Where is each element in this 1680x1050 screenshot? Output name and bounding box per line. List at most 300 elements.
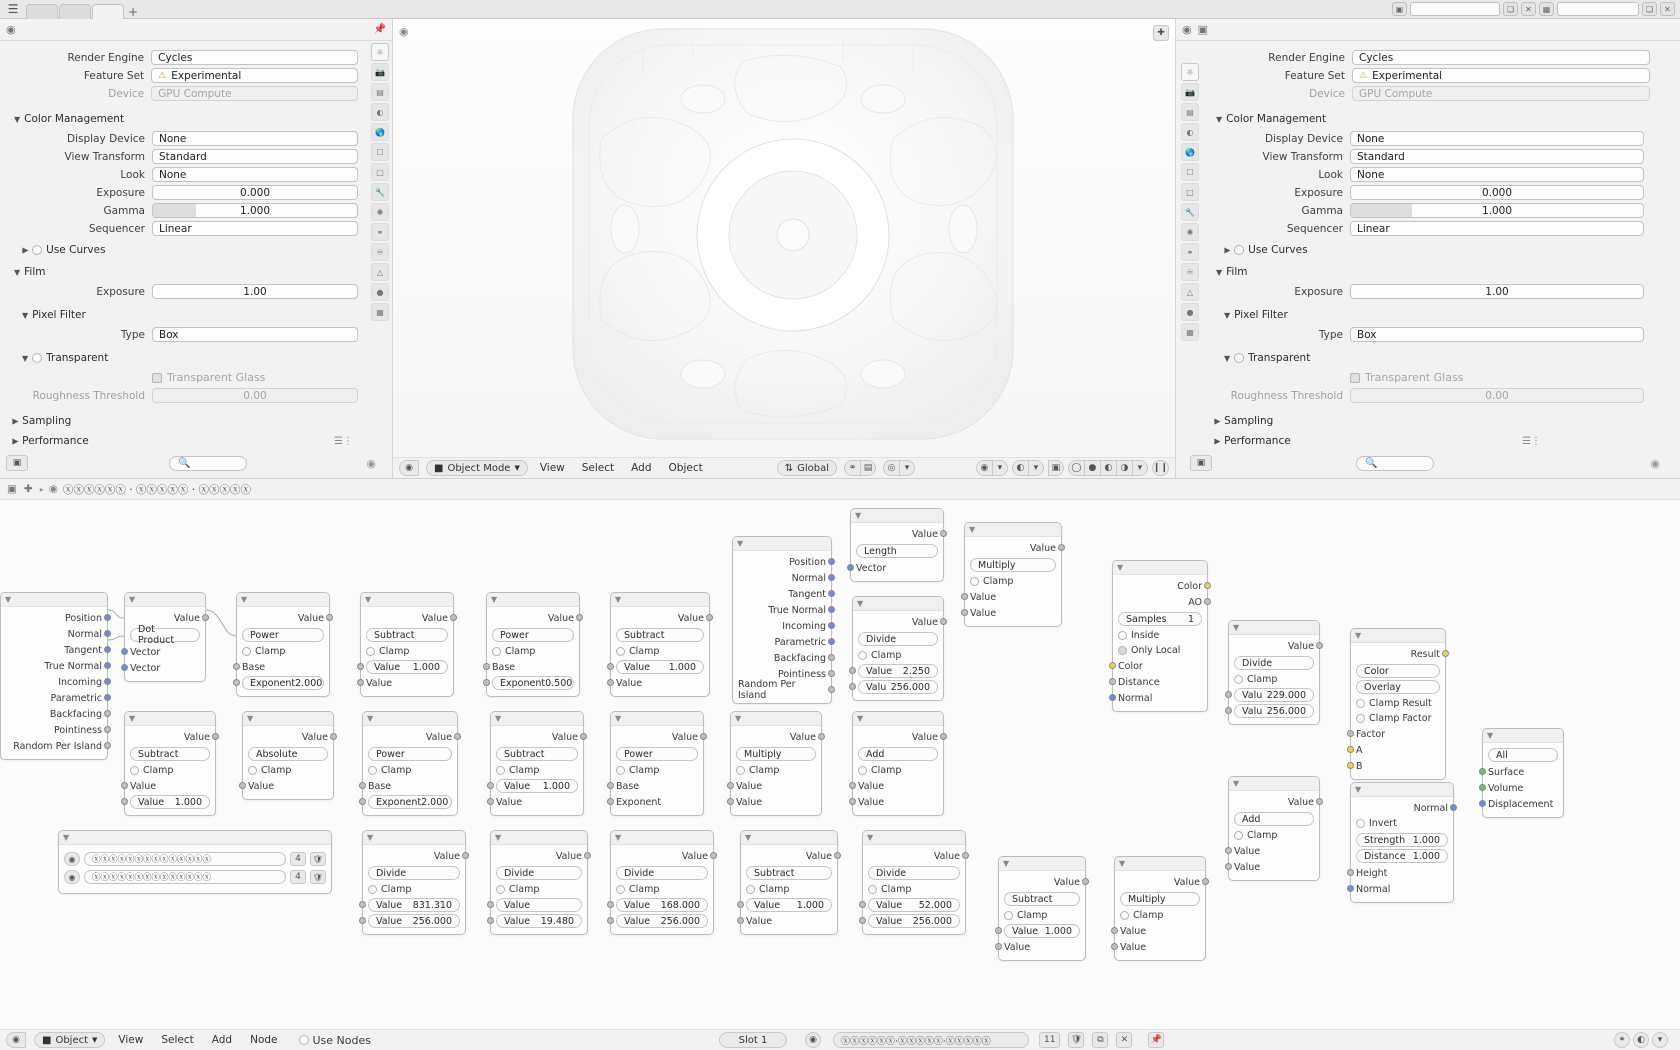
pin-icon[interactable]: 📌	[373, 24, 386, 35]
node-input[interactable]	[130, 778, 210, 794]
tab-object-icon[interactable]: □	[371, 163, 389, 181]
x-icon[interactable]: ✕	[1116, 1032, 1132, 1048]
socket-dot[interactable]	[104, 742, 111, 749]
socket-dot[interactable]	[104, 646, 111, 653]
node-header[interactable]	[965, 523, 1061, 537]
tab-texture-icon[interactable]: ▦	[371, 303, 389, 321]
material-name-field[interactable]	[833, 1032, 1029, 1048]
socket-dot[interactable]	[483, 663, 490, 670]
socket-value-field[interactable]	[130, 795, 210, 809]
image-name-field[interactable]: ⓧⓧⓧⓧⓧⓧⓧⓧⓧⓧⓧⓧⓧⓧ	[84, 852, 286, 866]
film-section[interactable]	[14, 263, 358, 281]
node-input[interactable]	[1118, 658, 1202, 674]
node-output[interactable]	[6, 722, 102, 738]
node-input[interactable]	[970, 605, 1056, 621]
node-mult2[interactable]	[730, 711, 822, 816]
checkbox-mark[interactable]	[1120, 911, 1129, 920]
gamma-slider[interactable]: 1.000	[1350, 203, 1644, 218]
use-curves-section[interactable]	[1224, 241, 1666, 259]
node-output[interactable]	[1118, 578, 1202, 594]
node-length[interactable]	[850, 508, 944, 582]
node-checkbox[interactable]	[368, 763, 452, 778]
checkbox-mark[interactable]	[1234, 675, 1243, 684]
node-checkbox[interactable]	[496, 882, 582, 897]
socket-value-field[interactable]	[1004, 924, 1080, 938]
node-output[interactable]	[736, 729, 816, 745]
socket-dot[interactable]	[1347, 869, 1354, 876]
node-input[interactable]	[1234, 687, 1314, 703]
shading-dropdown-icon[interactable]: ▾	[1132, 460, 1148, 476]
node-input[interactable]	[736, 794, 816, 810]
node-sub2[interactable]	[610, 592, 710, 697]
node-input[interactable]	[368, 778, 452, 794]
node-input[interactable]	[496, 794, 578, 810]
node-header[interactable]	[741, 831, 837, 845]
menu-add[interactable]: Add	[631, 462, 652, 474]
gamma-slider[interactable]: 1.000	[152, 203, 358, 218]
node-dropdown[interactable]: Absolute	[248, 747, 328, 761]
socket-dot[interactable]	[359, 798, 366, 805]
viewport-editor-type-icon[interactable]: ◉	[399, 25, 409, 38]
node-output[interactable]	[738, 679, 826, 701]
node-header[interactable]	[59, 831, 331, 845]
node-output[interactable]	[496, 848, 582, 864]
socket-value-field[interactable]	[1234, 704, 1314, 718]
node-header[interactable]	[733, 537, 831, 551]
menu-select[interactable]: Select	[161, 1034, 194, 1046]
node-value-field[interactable]	[1356, 849, 1448, 863]
remove-viewlayer-icon[interactable]: ✕	[1660, 2, 1675, 16]
snap-dropdown-icon[interactable]: ▤	[860, 460, 876, 476]
collapse-icon[interactable]: ▼	[491, 595, 498, 604]
exposure-slider[interactable]: 0.000	[1350, 185, 1644, 200]
node-output[interactable]	[1234, 638, 1314, 654]
node-dropdown[interactable]: Divide	[858, 632, 938, 646]
socket-dot[interactable]	[487, 798, 494, 805]
snap-icon[interactable]: ⚭	[1614, 1032, 1630, 1048]
node-sub3[interactable]	[124, 711, 216, 816]
node-input[interactable]	[368, 897, 460, 913]
socket-dot[interactable]	[1479, 768, 1486, 775]
node-add2[interactable]	[1228, 776, 1320, 881]
render-engine-dropdown[interactable]: Cycles	[151, 50, 358, 65]
socket-dot[interactable]	[357, 679, 364, 686]
socket-value-field[interactable]	[242, 676, 324, 690]
menu-object[interactable]: Object	[668, 462, 703, 474]
menu-select[interactable]: Select	[581, 462, 615, 474]
socket-value-field[interactable]	[368, 898, 460, 912]
node-input[interactable]	[366, 675, 448, 691]
sequencer-dropdown[interactable]: Linear	[1350, 221, 1644, 236]
node-header[interactable]	[1483, 729, 1563, 743]
checkbox-mark[interactable]	[1118, 646, 1127, 655]
collapse-icon[interactable]: ▼	[855, 511, 862, 520]
node-geom1[interactable]	[0, 592, 108, 760]
node-output[interactable]	[368, 729, 452, 745]
node-output[interactable]	[858, 614, 938, 630]
socket-dot[interactable]	[710, 852, 717, 859]
node-abs1[interactable]	[242, 711, 334, 800]
socket-dot[interactable]	[818, 733, 825, 740]
node-output[interactable]	[1234, 794, 1314, 810]
node-input[interactable]	[858, 663, 938, 679]
node-header[interactable]	[363, 831, 465, 845]
search-input[interactable]	[1356, 456, 1434, 471]
node-input[interactable]	[856, 560, 938, 576]
checkbox-mark[interactable]	[248, 766, 257, 775]
node-input[interactable]	[1118, 690, 1202, 706]
collapse-icon[interactable]: ▼	[867, 833, 874, 842]
overlays-dropdown-icon[interactable]: ▾	[1028, 460, 1044, 476]
node-checkbox[interactable]	[616, 644, 704, 659]
use-curves-checkbox[interactable]	[32, 245, 42, 255]
pin-icon[interactable]: 📌	[1148, 1032, 1164, 1048]
node-header[interactable]	[853, 712, 943, 726]
transparent-checkbox[interactable]	[32, 353, 42, 363]
socket-dot[interactable]	[487, 782, 494, 789]
tab-viewlayer-icon[interactable]: ▤	[371, 83, 389, 101]
collapse-icon[interactable]: ▼	[1355, 785, 1362, 794]
node-output[interactable]	[1120, 874, 1200, 890]
socket-dot[interactable]	[727, 782, 734, 789]
tab-world-icon[interactable]: 🌎	[371, 123, 389, 141]
node-checkbox[interactable]	[1234, 672, 1314, 687]
node-input[interactable]	[1356, 726, 1440, 742]
film-section[interactable]	[1216, 263, 1666, 281]
tab-output-icon[interactable]: 📷	[371, 63, 389, 81]
tab-output-icon[interactable]: 📷	[1181, 83, 1199, 101]
menu-view[interactable]: View	[539, 462, 565, 474]
node-input[interactable]	[858, 679, 938, 695]
node-output[interactable]	[738, 570, 826, 586]
tab-material-icon[interactable]: ●	[1181, 303, 1199, 321]
node-output[interactable]	[1118, 594, 1202, 610]
node-input[interactable]	[1356, 881, 1448, 897]
node-dropdown[interactable]: Subtract	[366, 628, 448, 642]
node-input[interactable]	[616, 794, 698, 810]
show-gizmo-icon[interactable]: ◉	[976, 460, 992, 476]
device-dropdown[interactable]: GPU Compute	[1352, 86, 1650, 101]
collapse-icon[interactable]: ▼	[857, 714, 864, 723]
socket-dot[interactable]	[1316, 642, 1323, 649]
use-nodes-checkbox[interactable]	[299, 1035, 309, 1045]
collapse-icon[interactable]: ▼	[1355, 631, 1362, 640]
collapse-icon[interactable]: ▼	[1233, 623, 1240, 632]
collapse-icon[interactable]: ▼	[1117, 563, 1124, 572]
node-output[interactable]	[492, 610, 574, 626]
checkbox-mark[interactable]	[242, 647, 251, 656]
collapse-icon[interactable]: ▼	[1003, 859, 1010, 868]
tab-texture-icon[interactable]: ▦	[1181, 323, 1199, 341]
node-input[interactable]	[1234, 843, 1314, 859]
viewport-3d[interactable]	[392, 19, 1176, 478]
tab-material-icon[interactable]: ●	[371, 283, 389, 301]
socket-dot[interactable]	[326, 614, 333, 621]
browse-image-icon[interactable]: ◉	[64, 852, 80, 866]
solid-icon[interactable]: ●	[1084, 460, 1100, 476]
socket-value-field[interactable]	[616, 660, 704, 674]
fake-user-icon[interactable]: 🛡	[1068, 1032, 1084, 1048]
tab-particles-icon[interactable]: ✺	[371, 203, 389, 221]
node-input[interactable]	[492, 675, 574, 691]
add-workspace-button[interactable]: +	[127, 4, 139, 19]
node-header[interactable]	[125, 712, 215, 726]
socket-dot[interactable]	[961, 593, 968, 600]
node-input[interactable]	[492, 659, 574, 675]
node-sub4[interactable]	[490, 711, 584, 816]
node-header[interactable]	[363, 712, 457, 726]
node-dropdown[interactable]: Multiply	[970, 558, 1056, 572]
socket-value-field[interactable]	[366, 660, 448, 674]
node-output[interactable]	[616, 848, 708, 864]
node-header[interactable]	[243, 712, 333, 726]
node-dropdown[interactable]: Divide	[868, 866, 960, 880]
socket-dot[interactable]	[1109, 678, 1116, 685]
socket-dot[interactable]	[1442, 650, 1449, 657]
checkbox-mark[interactable]	[130, 766, 139, 775]
node-checkbox[interactable]	[1118, 628, 1202, 643]
transparent-glass-checkbox[interactable]	[1350, 373, 1360, 383]
viewport-axis-gizmo-icon[interactable]: ✚	[1153, 25, 1169, 41]
shader-type-dropdown[interactable]: ■ Object ▼	[34, 1032, 105, 1048]
editor-type-icon[interactable]: ◉	[6, 1032, 26, 1048]
checkbox-mark[interactable]	[616, 766, 625, 775]
collapse-icon[interactable]: ▼	[5, 595, 12, 604]
use-curves-checkbox[interactable]	[1234, 245, 1244, 255]
editor-type-icon[interactable]: ▣	[7, 483, 17, 495]
tab-scene-icon[interactable]: ◐	[1181, 123, 1199, 141]
node-div4[interactable]	[490, 830, 588, 935]
node-header[interactable]	[999, 857, 1085, 871]
node-output[interactable]	[6, 706, 102, 722]
socket-dot[interactable]	[121, 782, 128, 789]
render-engine-dropdown[interactable]: Cycles	[1352, 50, 1650, 65]
node-dropdown[interactable]: Dot Product	[130, 628, 200, 642]
color-management-section[interactable]	[14, 110, 358, 128]
list-options-icon[interactable]: ☰⋮	[334, 435, 353, 447]
socket-dot[interactable]	[487, 901, 494, 908]
socket-dot[interactable]	[961, 609, 968, 616]
node-output[interactable]	[6, 626, 102, 642]
node-output[interactable]	[970, 540, 1056, 556]
node-output[interactable]	[1356, 800, 1448, 816]
node-input[interactable]	[1120, 939, 1200, 955]
magnet-icon[interactable]: ⚭	[844, 460, 860, 476]
socket-value-field[interactable]	[746, 898, 832, 912]
node-input[interactable]	[868, 913, 960, 929]
browse-icon[interactable]: ▣	[1197, 23, 1209, 36]
rendered-icon[interactable]: ◑	[1116, 460, 1132, 476]
node-header[interactable]	[1229, 777, 1319, 791]
tab-render-icon[interactable]: ☼	[371, 43, 389, 61]
socket-value-field[interactable]	[492, 676, 574, 690]
node-input[interactable]	[970, 589, 1056, 605]
socket-dot[interactable]	[450, 614, 457, 621]
node-header[interactable]	[863, 831, 965, 845]
collapse-icon[interactable]: ▼	[857, 599, 864, 608]
viewport-canvas[interactable]	[393, 19, 1175, 478]
socket-dot[interactable]	[359, 782, 366, 789]
checkbox-mark[interactable]	[970, 577, 979, 586]
socket-dot[interactable]	[727, 798, 734, 805]
collapse-icon[interactable]: ▼	[1119, 859, 1126, 868]
node-header[interactable]	[491, 831, 587, 845]
node-checkbox[interactable]	[1004, 908, 1080, 923]
feature-set-dropdown[interactable]: ⚠ Experimental	[151, 68, 358, 83]
socket-dot[interactable]	[121, 664, 128, 671]
node-dropdown[interactable]: Power	[616, 747, 698, 761]
socket-dot[interactable]	[607, 663, 614, 670]
checkbox-mark[interactable]	[746, 885, 755, 894]
collapse-icon[interactable]: ▼	[737, 539, 744, 548]
collapse-icon[interactable]: ▼	[615, 714, 622, 723]
node-output[interactable]	[366, 610, 448, 626]
socket-dot[interactable]	[607, 679, 614, 686]
sampling-section[interactable]	[1214, 412, 1666, 430]
tab-world-icon[interactable]: 🌎	[1181, 143, 1199, 161]
node-output[interactable]	[242, 610, 324, 626]
workspace-tab[interactable]	[26, 4, 58, 19]
node-output[interactable]	[616, 729, 698, 745]
tab-constraints-icon[interactable]: ♾	[371, 243, 389, 261]
socket-dot[interactable]	[737, 917, 744, 924]
new-viewlayer-icon[interactable]: ❏	[1642, 2, 1657, 16]
view-transform-dropdown[interactable]: Standard	[1350, 149, 1644, 164]
node-bump[interactable]	[1350, 782, 1454, 903]
checkbox-mark[interactable]	[1118, 631, 1127, 640]
film-exposure-slider[interactable]: 1.00	[1350, 284, 1644, 299]
node-output[interactable]	[6, 642, 102, 658]
socket-dot[interactable]	[104, 678, 111, 685]
node-input[interactable]	[368, 913, 460, 929]
editor-type-icon[interactable]: ◉	[6, 23, 16, 36]
node-add1[interactable]	[852, 711, 944, 816]
checkbox-mark[interactable]	[1356, 699, 1365, 708]
socket-dot[interactable]	[607, 782, 614, 789]
transparent-section[interactable]	[22, 349, 358, 367]
proportional-edit-icon[interactable]: ◎	[883, 460, 899, 476]
image-users-count[interactable]: 4	[290, 870, 306, 884]
node-output[interactable]	[6, 674, 102, 690]
scene-icon[interactable]: ▣	[1392, 2, 1407, 16]
socket-value-field[interactable]	[496, 914, 582, 928]
use-curves-section[interactable]	[22, 241, 358, 259]
tab-modifier-icon[interactable]: 🔧	[1181, 203, 1199, 221]
socket-dot[interactable]	[828, 574, 835, 581]
new-scene-icon[interactable]: ❏	[1503, 2, 1518, 16]
socket-dot[interactable]	[940, 618, 947, 625]
socket-dot[interactable]	[828, 686, 835, 693]
node-div6[interactable]	[862, 830, 966, 935]
node-input[interactable]	[242, 675, 324, 691]
options-icon[interactable]: ◉	[1650, 456, 1660, 470]
node-sub5[interactable]	[740, 830, 838, 935]
roughness-threshold-slider[interactable]: 0.00	[1350, 388, 1644, 403]
node-header[interactable]	[491, 712, 583, 726]
node-dropdown[interactable]: Divide	[616, 866, 708, 880]
socket-dot[interactable]	[1479, 784, 1486, 791]
checkbox-mark[interactable]	[496, 766, 505, 775]
node-dropdown[interactable]: Subtract	[1004, 892, 1080, 906]
node-input[interactable]	[858, 778, 938, 794]
node-dropdown[interactable]: Multiply	[736, 747, 816, 761]
options-icon[interactable]: ◉	[366, 456, 376, 470]
image-datablock-row[interactable]	[64, 870, 326, 884]
node-div1[interactable]	[852, 596, 944, 701]
socket-dot[interactable]	[828, 606, 835, 613]
image-name-field[interactable]: ⓧⓧⓧⓧⓧⓧⓧⓧⓧⓧⓧⓧⓧⓧ	[84, 870, 286, 884]
use-nodes-toggle[interactable]	[299, 1034, 372, 1047]
node-header[interactable]	[611, 712, 703, 726]
transform-orientation-dropdown[interactable]	[777, 460, 837, 476]
node-input[interactable]	[496, 778, 578, 794]
overlays-icon[interactable]: ◐	[1012, 460, 1028, 476]
socket-dot[interactable]	[212, 733, 219, 740]
node-power2[interactable]	[486, 592, 580, 697]
node-geom2[interactable]	[732, 536, 832, 704]
node-output[interactable]	[368, 848, 460, 864]
transparent-section[interactable]	[1224, 349, 1666, 367]
collapse-icon[interactable]: ▼	[129, 595, 136, 604]
node-header[interactable]	[731, 712, 821, 726]
node-input[interactable]	[1356, 742, 1440, 758]
node-input[interactable]	[248, 778, 328, 794]
node-power4[interactable]	[610, 711, 704, 816]
node-dot[interactable]	[124, 592, 206, 682]
socket-dot[interactable]	[1347, 746, 1354, 753]
node-output[interactable]	[1004, 874, 1080, 890]
collapse-icon[interactable]: ▼	[745, 833, 752, 842]
workspace-tab[interactable]	[92, 4, 124, 19]
tab-render-icon[interactable]: ☼	[1181, 63, 1199, 81]
node-outsel[interactable]	[1482, 728, 1564, 818]
socket-dot[interactable]	[1316, 798, 1323, 805]
node-input[interactable]	[1120, 923, 1200, 939]
node-output[interactable]	[738, 554, 826, 570]
socket-dot[interactable]	[104, 710, 111, 717]
node-output[interactable]	[856, 526, 938, 542]
material-users-count[interactable]: 11	[1039, 1032, 1060, 1048]
hamburger-icon[interactable]: ☰	[7, 2, 19, 16]
checkbox-mark[interactable]	[1234, 831, 1243, 840]
material-icon[interactable]: ◐	[1100, 460, 1116, 476]
node-input[interactable]	[868, 897, 960, 913]
tab-collection-icon[interactable]: ☐	[1181, 163, 1199, 181]
node-dropdown[interactable]: Multiply	[1120, 892, 1200, 906]
node-checkbox[interactable]	[616, 763, 698, 778]
socket-dot[interactable]	[104, 726, 111, 733]
checkbox-mark[interactable]	[858, 651, 867, 660]
tab-scene-icon[interactable]: ◐	[371, 103, 389, 121]
checkbox-mark[interactable]	[368, 885, 377, 894]
node-input[interactable]	[1356, 865, 1448, 881]
editor-type-button[interactable]: ▣	[6, 455, 28, 471]
node-dropdown[interactable]: Subtract	[746, 866, 832, 880]
socket-dot[interactable]	[1082, 878, 1089, 885]
node-power3[interactable]	[362, 711, 458, 816]
checkbox-mark[interactable]	[492, 647, 501, 656]
socket-value-field[interactable]	[616, 914, 708, 928]
node-input[interactable]	[858, 794, 938, 810]
node-dropdown[interactable]: Add	[1234, 812, 1314, 826]
menu-view[interactable]: View	[118, 1034, 144, 1046]
viewlayer-icon[interactable]: ▦	[1539, 2, 1554, 16]
checkbox-mark[interactable]	[736, 766, 745, 775]
collapse-icon[interactable]: ▼	[615, 833, 622, 842]
node-checkbox[interactable]	[970, 574, 1056, 589]
look-dropdown[interactable]: None	[152, 167, 358, 182]
node-dropdown[interactable]: Power	[242, 628, 324, 642]
